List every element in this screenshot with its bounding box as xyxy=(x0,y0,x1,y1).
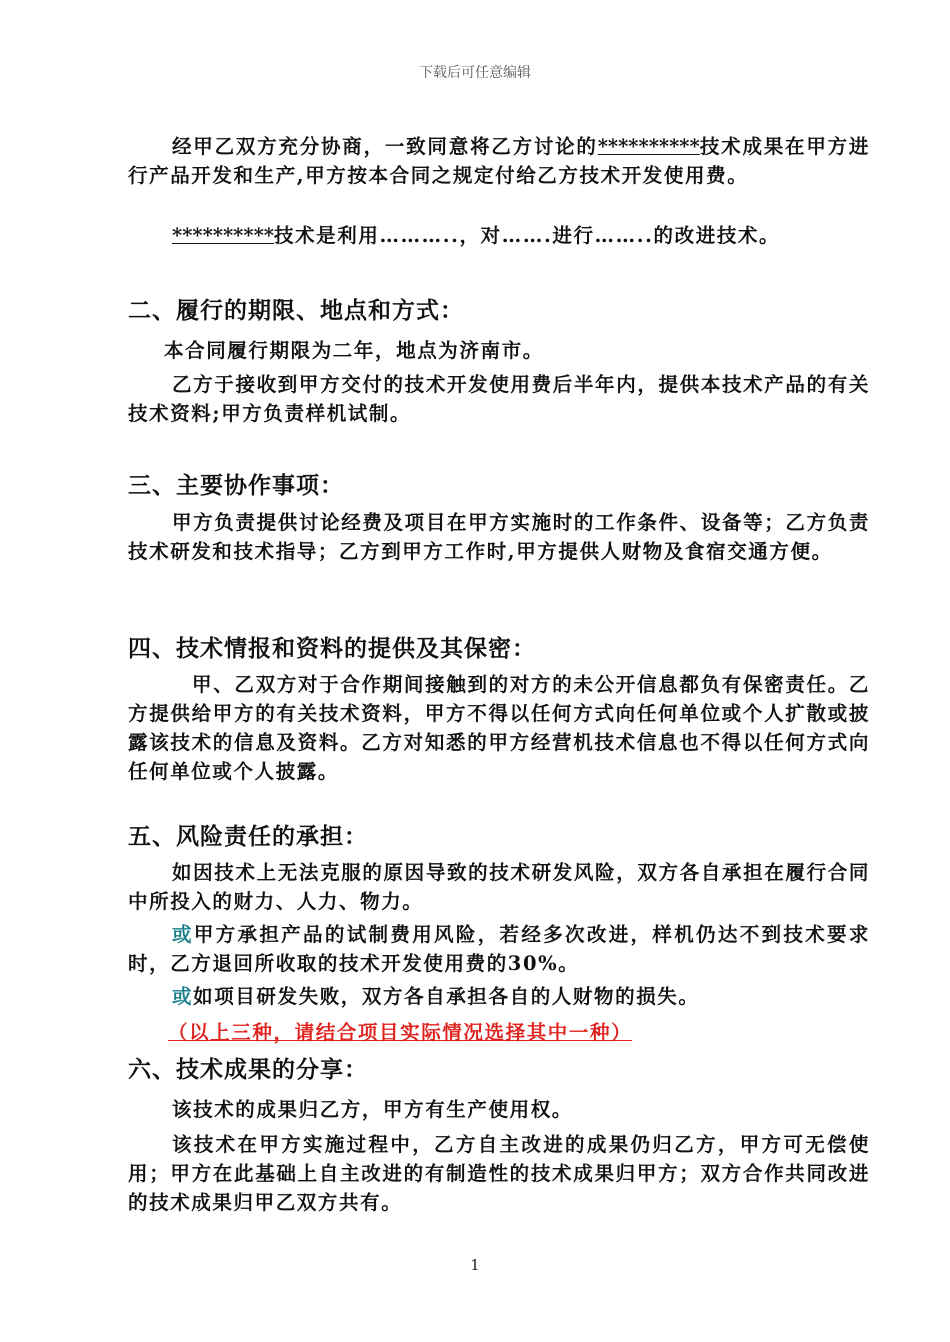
section5-paragraph-3 xyxy=(128,982,870,1011)
intro-text-b: 技术成果在甲方进行产品开发和生产,甲方按本合同之规定付给乙方技术开发使用费。 xyxy=(128,135,870,187)
selection-note xyxy=(168,1018,728,1047)
page-header: 下载后可任意编辑 xyxy=(419,65,531,81)
section-heading-3: 三、主要协作事项： xyxy=(128,473,344,499)
tech-name-placeholder-2: ********** xyxy=(172,224,274,247)
selection-note-text: （以上三种，请结合项目实际情况选择其中一种） xyxy=(168,1021,633,1044)
page-number: 1 xyxy=(470,1256,480,1274)
or-label: 或 xyxy=(172,923,194,946)
or-label-2: 或 xyxy=(172,985,194,1008)
intro-text-a: 经甲乙双方充分协商，一致同意将乙方讨论的 xyxy=(172,135,598,158)
section-heading-4: 四、技术情报和资料的提供及其保密： xyxy=(128,636,536,662)
section-heading-5: 五、风险责任的承担： xyxy=(128,824,368,850)
section5-paragraph-3-text: 如项目研发失败，双方各自承担各自的人财物的损失。 xyxy=(193,985,700,1008)
intro-paragraph xyxy=(128,132,870,190)
section5-paragraph-2 xyxy=(128,920,870,978)
section4-paragraph-1: 甲、乙双方对于合作期间接触到的对方的未公开信息都负有保密责任。乙方提供给甲方的有关技术资料，甲方不得以任何方式向任何单位或个人扩散或披露该技术的信息及资料。乙方对知悉的甲方经营机技术信息也不得以任何方式向任何单位或个人披露。 xyxy=(128,673,870,783)
tech-name-placeholder: ********** xyxy=(597,135,700,158)
section-heading-6: 六、技术成果的分享： xyxy=(128,1057,368,1083)
section5-paragraph-2-text: 甲方承担产品的试制费用风险，若经多次改进，样机仍达不到技术要求时，乙方退回所收取的技术开发使用费的30%。 xyxy=(128,923,870,975)
section-heading-2: 二、履行的期限、地点和方式： xyxy=(128,298,464,324)
section6-paragraph-2: 该技术在甲方实施过程中，乙方自主改进的成果仍归乙方，甲方可无偿使用；甲方在此基础上自主改进的有制造性的技术成果归甲方；双方合作共同改进的技术成果归甲乙双方共有。 xyxy=(128,1133,870,1214)
section2-paragraph-2: 乙方于接收到甲方交付的技术开发使用费后半年内，提供本技术产品的有关技术资料;甲方负责样机试制。 xyxy=(128,373,870,425)
section2-paragraph-1: 本合同履行期限为二年，地点为济南市。 xyxy=(164,339,544,362)
section3-paragraph-1: 甲方负责提供讨论经费及项目在甲方实施时的工作条件、设备等；乙方负责技术研发和技术指导；乙方到甲方工作时,甲方提供人财物及食宿交通方便。 xyxy=(128,511,870,563)
tech-description-text: 技术是利用………..，对…….进行……..的改进技术。 xyxy=(273,224,781,247)
section6-paragraph-1: 该技术的成果归乙方，甲方有生产使用权。 xyxy=(172,1098,573,1121)
tech-description-paragraph xyxy=(128,221,870,250)
section5-paragraph-1: 如因技术上无法克服的原因导致的技术研发风险，双方各自承担在履行合同中所投入的财力、人力、物力。 xyxy=(128,861,870,913)
